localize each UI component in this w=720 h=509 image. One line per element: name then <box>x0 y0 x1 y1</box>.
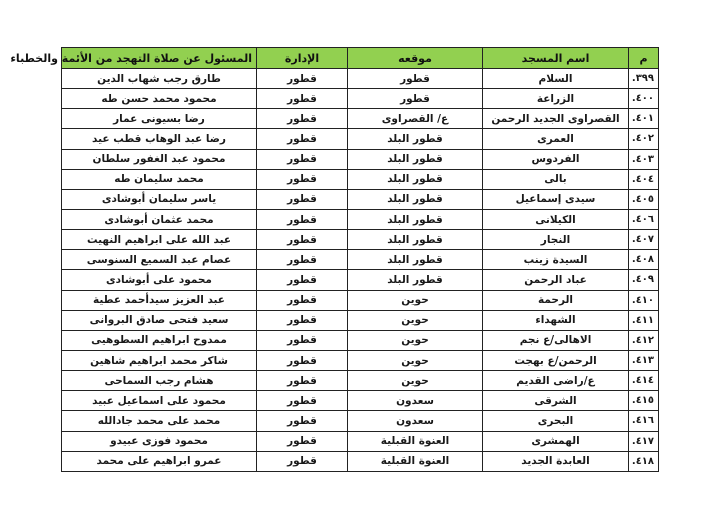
cell-mosque: الفردوس <box>483 149 629 169</box>
cell-location: قطور <box>348 69 483 89</box>
cell-num: ٤٠٩. <box>629 270 659 290</box>
cell-location: قطور البلد <box>348 169 483 189</box>
cell-administration: قطور <box>257 330 348 350</box>
cell-location: قطور البلد <box>348 230 483 250</box>
table-row <box>62 109 659 129</box>
cell-mosque: عباد الرحمن <box>483 270 629 290</box>
cell-num: ٤٠٥. <box>629 189 659 209</box>
cell-mosque: النجار <box>483 230 629 250</box>
cell-administration: قطور <box>257 209 348 229</box>
cell-responsible: ياسر سليمان أبوشادى <box>62 189 257 209</box>
cell-num: ٤١٢. <box>629 330 659 350</box>
cell-responsible: عمرو ابراهيم على محمد <box>62 451 257 471</box>
cell-mosque: بالى <box>483 169 629 189</box>
cell-responsible: عبد الله على ابراهيم النهيت <box>62 230 257 250</box>
cell-location: سعدون <box>348 391 483 411</box>
header-num: م <box>629 48 659 69</box>
cell-administration: قطور <box>257 69 348 89</box>
table-row <box>62 89 659 109</box>
cell-responsible: محمود محمد حسن طه <box>62 89 257 109</box>
cell-responsible: رضا بسيونى عمار <box>62 109 257 129</box>
cell-responsible: محمد عثمان أبوشادى <box>62 209 257 229</box>
table-row <box>62 189 659 209</box>
cell-responsible: محمود على اسماعيل عبيد <box>62 391 257 411</box>
cell-num: ٤٠٠. <box>629 89 659 109</box>
table-row <box>62 230 659 250</box>
table-row <box>62 431 659 451</box>
table-row <box>62 270 659 290</box>
table-body <box>62 69 659 472</box>
cell-num: ٤١٣. <box>629 350 659 370</box>
cell-location: قطور البلد <box>348 209 483 229</box>
cell-num: ٤٠٣. <box>629 149 659 169</box>
header-administration: الإدارة <box>257 48 348 69</box>
table-row <box>62 69 659 89</box>
cell-administration: قطور <box>257 350 348 370</box>
cell-responsible: سعيد فتحى صادق البروانى <box>62 310 257 330</box>
cell-responsible: هشام رجب السماحى <box>62 371 257 391</box>
cell-responsible: محمد على محمد جادالله <box>62 411 257 431</box>
cell-administration: قطور <box>257 169 348 189</box>
table-row <box>62 371 659 391</box>
cell-administration: قطور <box>257 109 348 129</box>
cell-num: ٤٠٢. <box>629 129 659 149</box>
cell-num: ٤١٧. <box>629 431 659 451</box>
cell-mosque: الرحمة <box>483 290 629 310</box>
cell-administration: قطور <box>257 270 348 290</box>
cell-num: ٤٠٧. <box>629 230 659 250</box>
cell-mosque: الرحمن/ع بهجت <box>483 350 629 370</box>
table-row <box>62 451 659 471</box>
cell-num: ٤١١. <box>629 310 659 330</box>
table-row <box>62 169 659 189</box>
cell-num: ٤٠٨. <box>629 250 659 270</box>
table-row <box>62 310 659 330</box>
cell-mosque: الاهالى/ع نجم <box>483 330 629 350</box>
cell-mosque: السلام <box>483 69 629 89</box>
table-row <box>62 391 659 411</box>
cell-location: حوين <box>348 290 483 310</box>
cell-administration: قطور <box>257 310 348 330</box>
cell-mosque: العمرى <box>483 129 629 149</box>
table-row <box>62 149 659 169</box>
cell-administration: قطور <box>257 451 348 471</box>
cell-num: ٤٠٤. <box>629 169 659 189</box>
cell-location: ع/ القصراوى <box>348 109 483 129</box>
cell-location: قطور البلد <box>348 129 483 149</box>
cell-responsible: عصام عبد السميع السنوسى <box>62 250 257 270</box>
cell-responsible: عبد العزيز سيدأحمد عطية <box>62 290 257 310</box>
header-mosque: اسم المسجد <box>483 48 629 69</box>
cell-location: حوين <box>348 371 483 391</box>
cell-location: قطور البلد <box>348 189 483 209</box>
cell-administration: قطور <box>257 189 348 209</box>
cell-location: سعدون <box>348 411 483 431</box>
cell-location: العنوة القبلية <box>348 431 483 451</box>
cell-administration: قطور <box>257 411 348 431</box>
cell-num: ٤٠١. <box>629 109 659 129</box>
cell-mosque: السيدة زينب <box>483 250 629 270</box>
header-location: موقعه <box>348 48 483 69</box>
cell-responsible: محمود فوزى عبيدو <box>62 431 257 451</box>
cell-mosque: الشرقى <box>483 391 629 411</box>
cell-num: ٣٩٩. <box>629 69 659 89</box>
cell-administration: قطور <box>257 431 348 451</box>
cell-location: العنوة القبلية <box>348 451 483 471</box>
cell-location: حوين <box>348 330 483 350</box>
cell-location: قطور <box>348 89 483 109</box>
cell-responsible: شاكر محمد ابراهيم شاهين <box>62 350 257 370</box>
table-row <box>62 411 659 431</box>
cell-responsible: رضا عبد الوهاب قطب عيد <box>62 129 257 149</box>
table-row <box>62 209 659 229</box>
cell-mosque: الكيلانى <box>483 209 629 229</box>
cell-mosque: العابدة الجديد <box>483 451 629 471</box>
table-row <box>62 129 659 149</box>
cell-mosque: ع/راضى القديم <box>483 371 629 391</box>
cell-mosque: الهمشرى <box>483 431 629 451</box>
cell-administration: قطور <box>257 89 348 109</box>
cell-administration: قطور <box>257 250 348 270</box>
cell-num: ٤١٦. <box>629 411 659 431</box>
cell-location: قطور البلد <box>348 250 483 270</box>
cell-administration: قطور <box>257 149 348 169</box>
cell-administration: قطور <box>257 129 348 149</box>
cell-num: ٤١٠. <box>629 290 659 310</box>
table-row <box>62 250 659 270</box>
table-row <box>62 350 659 370</box>
header-responsible: المسئول عن صلاة التهجد من الأئمة والخطباء <box>62 48 257 69</box>
cell-location: حوين <box>348 310 483 330</box>
cell-administration: قطور <box>257 391 348 411</box>
cell-location: قطور البلد <box>348 270 483 290</box>
table-row <box>62 330 659 350</box>
cell-administration: قطور <box>257 230 348 250</box>
table-row <box>62 290 659 310</box>
cell-mosque: الزراعة <box>483 89 629 109</box>
cell-responsible: محمود على أبوشادى <box>62 270 257 290</box>
cell-mosque: القصراوى الجديد الرحمن <box>483 109 629 129</box>
cell-mosque: الشهداء <box>483 310 629 330</box>
cell-responsible: ممدوح ابراهيم السطوهيى <box>62 330 257 350</box>
cell-responsible: محمود عبد الغفور سلطان <box>62 149 257 169</box>
mosques-table <box>10 47 659 472</box>
cell-responsible: طارق رجب شهاب الدين <box>62 69 257 89</box>
cell-num: ٤١٥. <box>629 391 659 411</box>
cell-num: ٤٠٦. <box>629 209 659 229</box>
cell-num: ٤١٨. <box>629 451 659 471</box>
cell-administration: قطور <box>257 371 348 391</box>
cell-location: قطور البلد <box>348 149 483 169</box>
cell-num: ٤١٤. <box>629 371 659 391</box>
cell-mosque: البحرى <box>483 411 629 431</box>
table-header-row <box>62 48 659 69</box>
cell-location: حوين <box>348 350 483 370</box>
cell-mosque: سيدى إسماعيل <box>483 189 629 209</box>
cell-responsible: محمد سليمان طه <box>62 169 257 189</box>
cell-administration: قطور <box>257 290 348 310</box>
